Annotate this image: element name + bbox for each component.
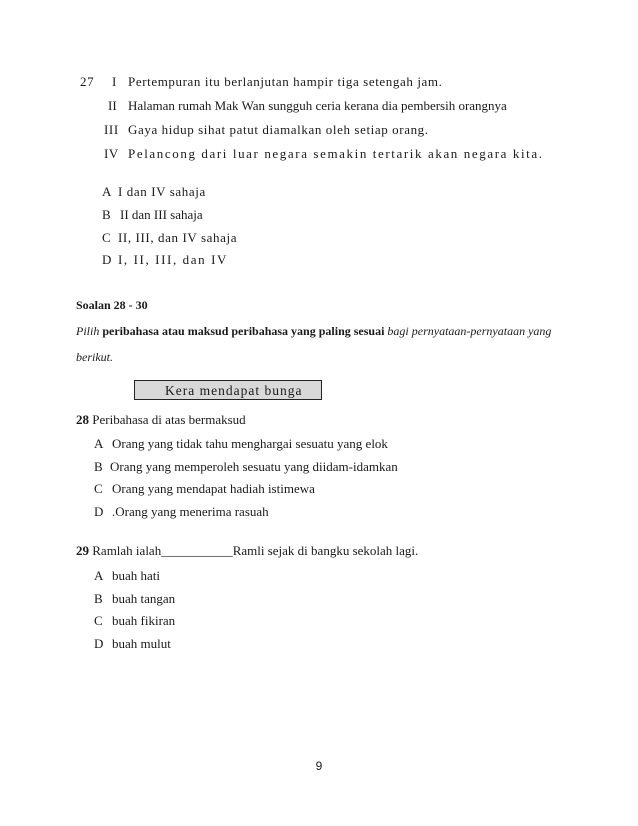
q27-option-b-text: II dan III sahaja [120,207,203,222]
q27-option-d-text: I, II, III, dan IV [118,252,229,267]
q29-option-a-letter: A [94,568,104,583]
q29-option-a-text: buah hati [112,568,161,583]
q27-option-a-text: I dan IV sahaja [118,184,206,199]
q29-number: 29 [76,543,89,558]
q27-statement-iv-numeral: IV [104,146,119,161]
q29-stem-line [76,543,418,559]
instruction-lead: Pilih [76,324,100,338]
q29-option-d-letter: D [94,636,104,651]
q28-option-c-text: Orang yang mendapat hadiah istimewa [112,481,315,496]
q27-number: 27 [80,74,95,89]
proverb-box: Kera mendapat bunga [134,380,322,400]
q28-stem-line [76,412,246,428]
q27-statement-iii-numeral: III [104,122,119,137]
q28-option-d-letter: D [94,504,104,519]
q29-option-b-letter: B [94,591,103,606]
q29-option-c-letter: C [94,613,103,628]
q29-stem: Ramlah ialah___________Ramli sejak di bangku sekolah lagi. [92,543,419,558]
q28-option-c-letter: C [94,481,103,496]
q28-option-d-text: .Orang yang menerima rasuah [112,504,269,519]
q28-option-a-text: Orang yang tidak tahu menghargai sesuatu yang elok [112,436,388,451]
q27-statement-i-text: Pertempuran itu berlanjutan hampir tiga setengah jam. [128,74,443,89]
section-instruction [76,324,551,339]
q27-option-c-letter: C [102,230,111,245]
q29-option-d-text: buah mulut [112,636,171,651]
q27-statement-ii-numeral: II [108,98,117,113]
instruction-bold: peribahasa atau maksud peribahasa yang paling sesuai [102,324,385,338]
q27-option-b-letter: B [102,207,111,222]
instruction-line-2: berikut. [76,350,113,364]
q28-stem: Peribahasa di atas bermaksud [92,412,246,427]
q27-statement-iv-text: Pelancong dari luar negara semakin tertarik akan negara kita. [128,146,544,161]
q27-statement-i-numeral: I [112,74,117,89]
page-number: 9 [315,759,323,773]
q29-option-b-text: buah tangan [112,591,176,606]
q27-option-a-letter: A [102,184,112,199]
section-heading: Soalan 28 - 30 [76,298,148,312]
q28-option-b-text: Orang yang memperoleh sesuatu yang diidam-idamkan [110,459,398,474]
q27-statement-ii-text: Halaman rumah Mak Wan sungguh ceria kerana dia pembersih orangnya [128,98,507,113]
q28-option-b-letter: B [94,459,103,474]
q27-statement-iii-text: Gaya hidup sihat patut diamalkan oleh setiap orang. [128,122,429,137]
q27-option-c-text: II, III, dan IV sahaja [118,230,238,245]
q27-option-d-letter: D [102,252,112,267]
q28-number: 28 [76,412,89,427]
instruction-tail: bagi pernyataan-pernyataan yang [387,324,552,338]
q29-option-c-text: buah fikiran [112,613,176,628]
q28-option-a-letter: A [94,436,104,451]
